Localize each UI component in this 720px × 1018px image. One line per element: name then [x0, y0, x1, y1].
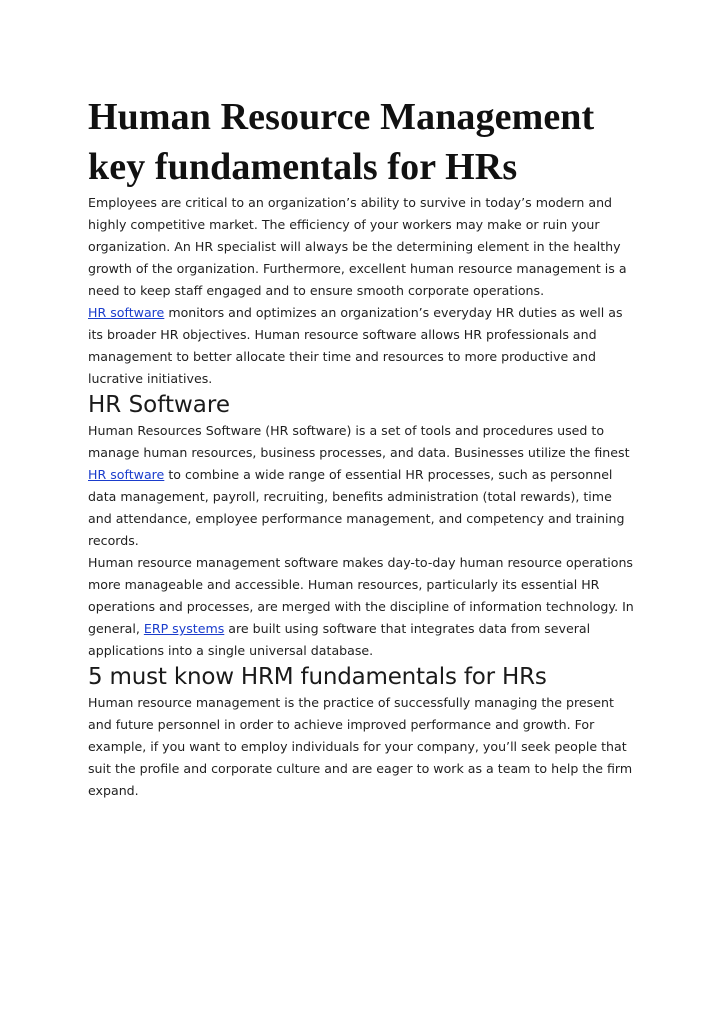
hr-software-definition-paragraph [88, 420, 636, 552]
section-heading-hr-software: HR Software [88, 392, 230, 418]
paragraph-text: monitors and optimizes an organization’s everyday HR duties as well as its broader HR objectives. Human resource software allows HR professionals and management to better allocate their time and resources to more productive and lucrative initiatives. [88, 305, 623, 386]
paragraph-text: to combine a wide range of essential HR processes, such as personnel data management, payroll, recruiting, benefits administration (total rewards), time and attendance, employee performance management, and competency and training records. [88, 467, 625, 548]
paragraph-text: are built using software that integrates data from several applications into a single universal database. [88, 621, 591, 658]
page-title: Human Resource Management key fundamentals for HRs [88, 96, 595, 188]
paragraph-text: Human resource management software makes day-to-day human resource operations more manageable and accessible. Human resources, particularly its essential HR operations and processes, are merged with the discipline of information technology. In general, [88, 555, 634, 636]
hr-software-link[interactable]: HR software [88, 305, 165, 320]
hrm-definition-paragraph: Human resource management is the practice of successfully managing the present and future personnel in order to achieve improved performance and growth. For example, if you want to employ individuals for your company, you’ll seek people that suit the profile and corporate culture and are eager to work as a team to help the firm expand. [88, 695, 633, 798]
paragraph-text: Human Resources Software (HR software) is a set of tools and procedures used to manage human resources, business processes, and data. Businesses utilize the finest [88, 423, 630, 460]
section-heading-hrm-fundamentals: 5 must know HRM fundamentals for HRs [88, 664, 547, 690]
hrm-software-paragraph [88, 552, 636, 662]
hr-software-intro-paragraph [88, 302, 636, 390]
document-body [88, 92, 636, 802]
intro-paragraph: Employees are critical to an organization’s ability to survive in today’s modern and highly competitive market. The efficiency of your workers may make or ruin your organization. An HR specialist will always be the determining element in the healthy growth of the organization. Furthermore, excellent human resource management is a need to keep staff engaged and to ensure smooth corporate operations. [88, 195, 627, 298]
hr-software-link[interactable]: HR software [88, 467, 165, 482]
erp-systems-link[interactable]: ERP systems [143, 621, 225, 636]
